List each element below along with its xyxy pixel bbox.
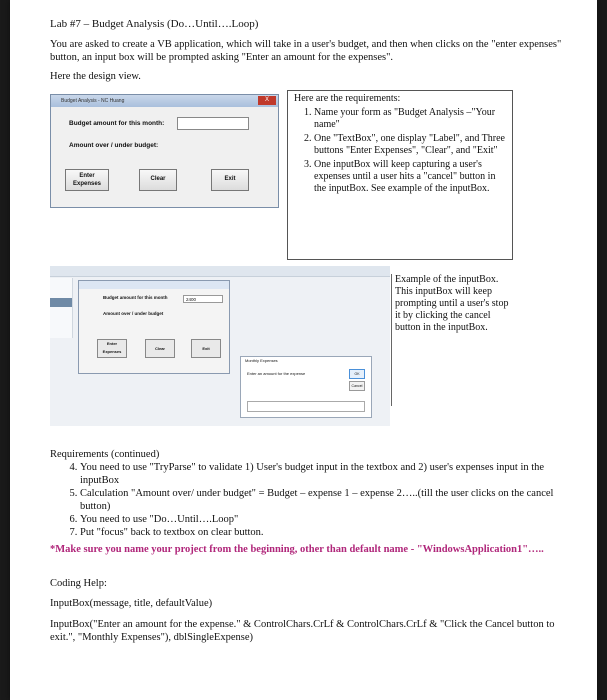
form-title-bar [51, 95, 278, 107]
continued-list [50, 461, 570, 539]
dialog-cancel-button [349, 381, 365, 391]
continued-item: 6. You need to use "Do…Until….Loop" [80, 513, 570, 526]
budget-textbox: 2400 [183, 295, 223, 303]
enter-expenses-button: Enter Expenses [97, 339, 127, 358]
enter-expenses-button: Enter Expenses [65, 169, 109, 191]
dialog-title: Monthly Expenses [245, 358, 278, 363]
continued-item: 5. Calculation "Amount over/ under budget" = Budget – expense 1 – expense 2…..(till the user clicks on the cancel button) [80, 487, 570, 513]
clear-button: Clear [139, 169, 177, 191]
requirement-item: 2. One "TextBox", one display "Label", and Three buttons "Enter Expenses", "Clear", and "Exit" [314, 133, 508, 157]
close-icon: X [258, 96, 276, 105]
requirement-item: 3. One inputBox will keep capturing a user's expenses until a user hits a "cancel" button in the inputBox. See example of the inputBox. [314, 159, 508, 195]
example-description: Example of the inputBox. This inputBox will keep prompting until a user's stop it by clicking the cancel button in the inputBox. [391, 274, 515, 406]
continued-item: 4. You need to use "TryParse" to validate 1) User's budget input in the textbox and 2) user's expenses input in the inputBox [80, 461, 570, 487]
document-page [10, 0, 597, 700]
continued-heading: Requirements (continued) [50, 449, 160, 460]
inputbox-dialog [240, 356, 372, 418]
budget-month-label: Budget amount for this month: [69, 120, 165, 127]
design-form-screenshot [50, 94, 279, 208]
requirements-continued [50, 448, 570, 539]
exit-button: Exit [191, 339, 221, 358]
project-name-note: *Make sure you name your project from the beginning, other than default name - "WindowsApplication1"….. [50, 544, 544, 555]
inputbox-code-example: InputBox("Enter an amount for the expense." & ControlChars.CrLf & ControlChars.CrLf & "Click the Cancel button to exit.", "Monthly Expenses"), dblSingleExpense) [50, 619, 555, 643]
exit-button: Exit [211, 169, 249, 191]
clear-button: Clear [145, 339, 175, 358]
requirements-list [288, 107, 512, 195]
doc-title: Lab #7 – Budget Analysis (Do…Until….Loop) [50, 18, 259, 30]
dialog-input [247, 401, 365, 412]
dialog-ok-label: OK [354, 372, 360, 376]
design-view-label: Here the design view. [50, 71, 141, 82]
requirements-box [287, 90, 513, 260]
dialog-message: Enter an amount for the expense [247, 371, 306, 376]
running-form-title-bar [79, 281, 229, 289]
budget-month-label: Budget amount for this month [103, 295, 168, 300]
requirement-item: 1. Name your form as "Budget Analysis –"Your name" [314, 107, 508, 131]
over-under-label: Amount over / under budget: [69, 142, 159, 149]
ide-sidebar-selection [50, 298, 72, 307]
dialog-cancel-label: Cancel [351, 384, 363, 388]
ide-sidebar [50, 278, 73, 338]
inputbox-signature: InputBox(message, title, defaultValue) [50, 598, 213, 609]
requirements-heading: Here are the requirements: [294, 93, 401, 104]
intro-paragraph: You are asked to create a VB application, which will take in a user's budget, and then when clicks on the "enter expenses" button, an input box will be prompted asking "Enter an amount for the expenses". [50, 39, 562, 63]
inputbox-example-screenshot [50, 266, 390, 426]
over-under-label: Amount over / under budget [103, 311, 164, 316]
continued-item: 7. Put "focus" back to textbox on clear button. [80, 526, 570, 539]
running-form [78, 280, 230, 374]
ide-toolbar [50, 266, 390, 277]
budget-textbox [177, 117, 249, 130]
dialog-ok-button [349, 369, 365, 379]
coding-help-label: Coding Help: [50, 578, 107, 589]
form-title: Budget Analysis - NC Huang [61, 98, 125, 104]
